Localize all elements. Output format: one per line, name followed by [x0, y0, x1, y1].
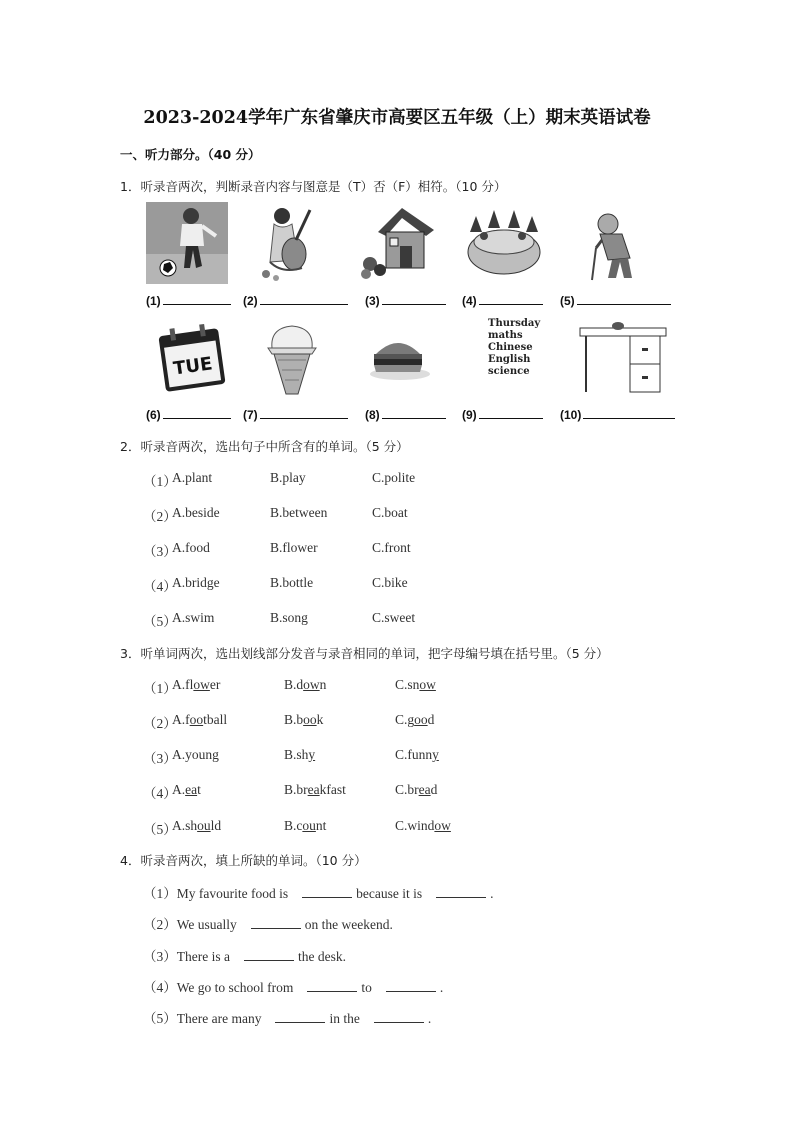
fill-blank[interactable]: [251, 917, 301, 929]
option-b[interactable]: B.flower: [270, 540, 318, 555]
answer-blank-1[interactable]: (1): [146, 292, 231, 308]
pipa-girl-picture: [252, 202, 334, 284]
item-number: （5）: [143, 614, 177, 629]
option-b[interactable]: B.shy: [284, 747, 316, 762]
item-number: （3）: [143, 544, 177, 559]
boy-football-picture: [146, 202, 228, 284]
section-heading: 一、听力部分。（40 分）: [120, 147, 261, 162]
option-b[interactable]: B.breakfast: [284, 782, 346, 797]
ice-cream-picture: [252, 318, 334, 400]
fill-blank[interactable]: [275, 1011, 325, 1023]
option-c[interactable]: C.funny: [395, 747, 439, 762]
desk-picture: [578, 318, 668, 400]
option-a[interactable]: A.football: [172, 712, 228, 727]
option-c[interactable]: C.boat: [372, 505, 408, 520]
calendar-text: TUE: [172, 353, 214, 380]
option-a[interactable]: A.should: [172, 818, 222, 833]
q4-item-2: （2）We usually on the weekend.: [143, 917, 393, 932]
option-a[interactable]: A.plant: [172, 470, 213, 485]
cake-picture: [462, 202, 544, 284]
q1-instruction: 1．听录音两次，判断录音内容与图意是（T）否（F）相符。（10 分）: [120, 179, 507, 194]
answer-blank-8[interactable]: (8): [365, 406, 446, 422]
option-b[interactable]: B.bottle: [270, 575, 314, 590]
item-number: （1）: [143, 474, 177, 489]
item-number: （5）: [143, 822, 177, 837]
fill-blank[interactable]: [374, 1011, 424, 1023]
option-b[interactable]: B.between: [270, 505, 328, 520]
fill-blank[interactable]: [307, 980, 357, 992]
answer-blank-9[interactable]: (9): [462, 406, 543, 422]
item-number: （4）: [143, 579, 177, 594]
option-b[interactable]: B.book: [284, 712, 324, 727]
subjects-picture: [488, 318, 570, 400]
answer-blank-2[interactable]: (2): [243, 292, 348, 308]
answer-blank-6[interactable]: (6): [146, 406, 231, 422]
answer-blank-3[interactable]: (3): [365, 292, 446, 308]
page-title: 2023-2024学年广东省肇庆市高要区五年级（上）期末英语试卷: [143, 108, 651, 128]
subject-word: science: [488, 366, 530, 377]
option-a[interactable]: A.swim: [172, 610, 215, 625]
q4-item-4: （4）We go to school from to .: [143, 980, 444, 995]
answer-blank-5[interactable]: (5): [560, 292, 671, 308]
item-number: （4）: [143, 786, 177, 801]
option-c[interactable]: C.snow: [395, 677, 436, 692]
fill-blank[interactable]: [244, 949, 294, 961]
hamburger-picture: [356, 318, 438, 400]
option-a[interactable]: A.eat: [172, 782, 201, 797]
subject-word: maths: [488, 330, 523, 341]
item-number: （2）: [143, 716, 177, 731]
option-c[interactable]: C.polite: [372, 470, 416, 485]
option-a[interactable]: A.flower: [172, 677, 221, 692]
answer-blank-4[interactable]: (4): [462, 292, 543, 308]
q3-instruction: 3．听单词两次，选出划线部分发音与录音相同的单词，把字母编号填在括号里。（5 分）: [120, 646, 609, 661]
option-c[interactable]: C.sweet: [372, 610, 416, 625]
answer-blank-7[interactable]: (7): [243, 406, 348, 422]
option-c[interactable]: C.bike: [372, 575, 408, 590]
subject-word: English: [488, 354, 531, 365]
fill-blank[interactable]: [302, 886, 352, 898]
option-b[interactable]: B.count: [284, 818, 327, 833]
option-a[interactable]: A.young: [172, 747, 219, 762]
option-b[interactable]: B.song: [270, 610, 308, 625]
subject-word: Thursday: [488, 318, 541, 329]
q4-item-5: （5）There are many in the .: [143, 1011, 432, 1026]
fill-blank[interactable]: [436, 886, 486, 898]
option-a[interactable]: A.food: [172, 540, 210, 555]
q4-item-3: （3）There is a the desk.: [143, 949, 346, 964]
q4-item-1: （1）My favourite food is because it is .: [143, 886, 494, 901]
old-man-picture: [572, 202, 654, 284]
item-number: （3）: [143, 751, 177, 766]
option-a[interactable]: A.bridge: [172, 575, 220, 590]
q2-instruction: 2．听录音两次，选出句子中所含有的单词。（5 分）: [120, 439, 409, 454]
fill-blank[interactable]: [386, 980, 436, 992]
item-number: （1）: [143, 681, 177, 696]
house-picture: [356, 202, 438, 284]
option-c[interactable]: C.front: [372, 540, 411, 555]
option-b[interactable]: B.play: [270, 470, 306, 485]
q4-instruction: 4．听录音两次，填上所缺的单词。（10 分）: [120, 853, 367, 868]
option-c[interactable]: C.good: [395, 712, 435, 727]
option-a[interactable]: A.beside: [172, 505, 220, 520]
option-b[interactable]: B.down: [284, 677, 327, 692]
option-c[interactable]: C.window: [395, 818, 451, 833]
calendar-tue-picture: [152, 318, 234, 400]
item-number: （2）: [143, 509, 177, 524]
option-c[interactable]: C.bread: [395, 782, 438, 797]
subject-word: Chinese: [488, 342, 533, 353]
answer-blank-10[interactable]: (10): [560, 406, 675, 422]
